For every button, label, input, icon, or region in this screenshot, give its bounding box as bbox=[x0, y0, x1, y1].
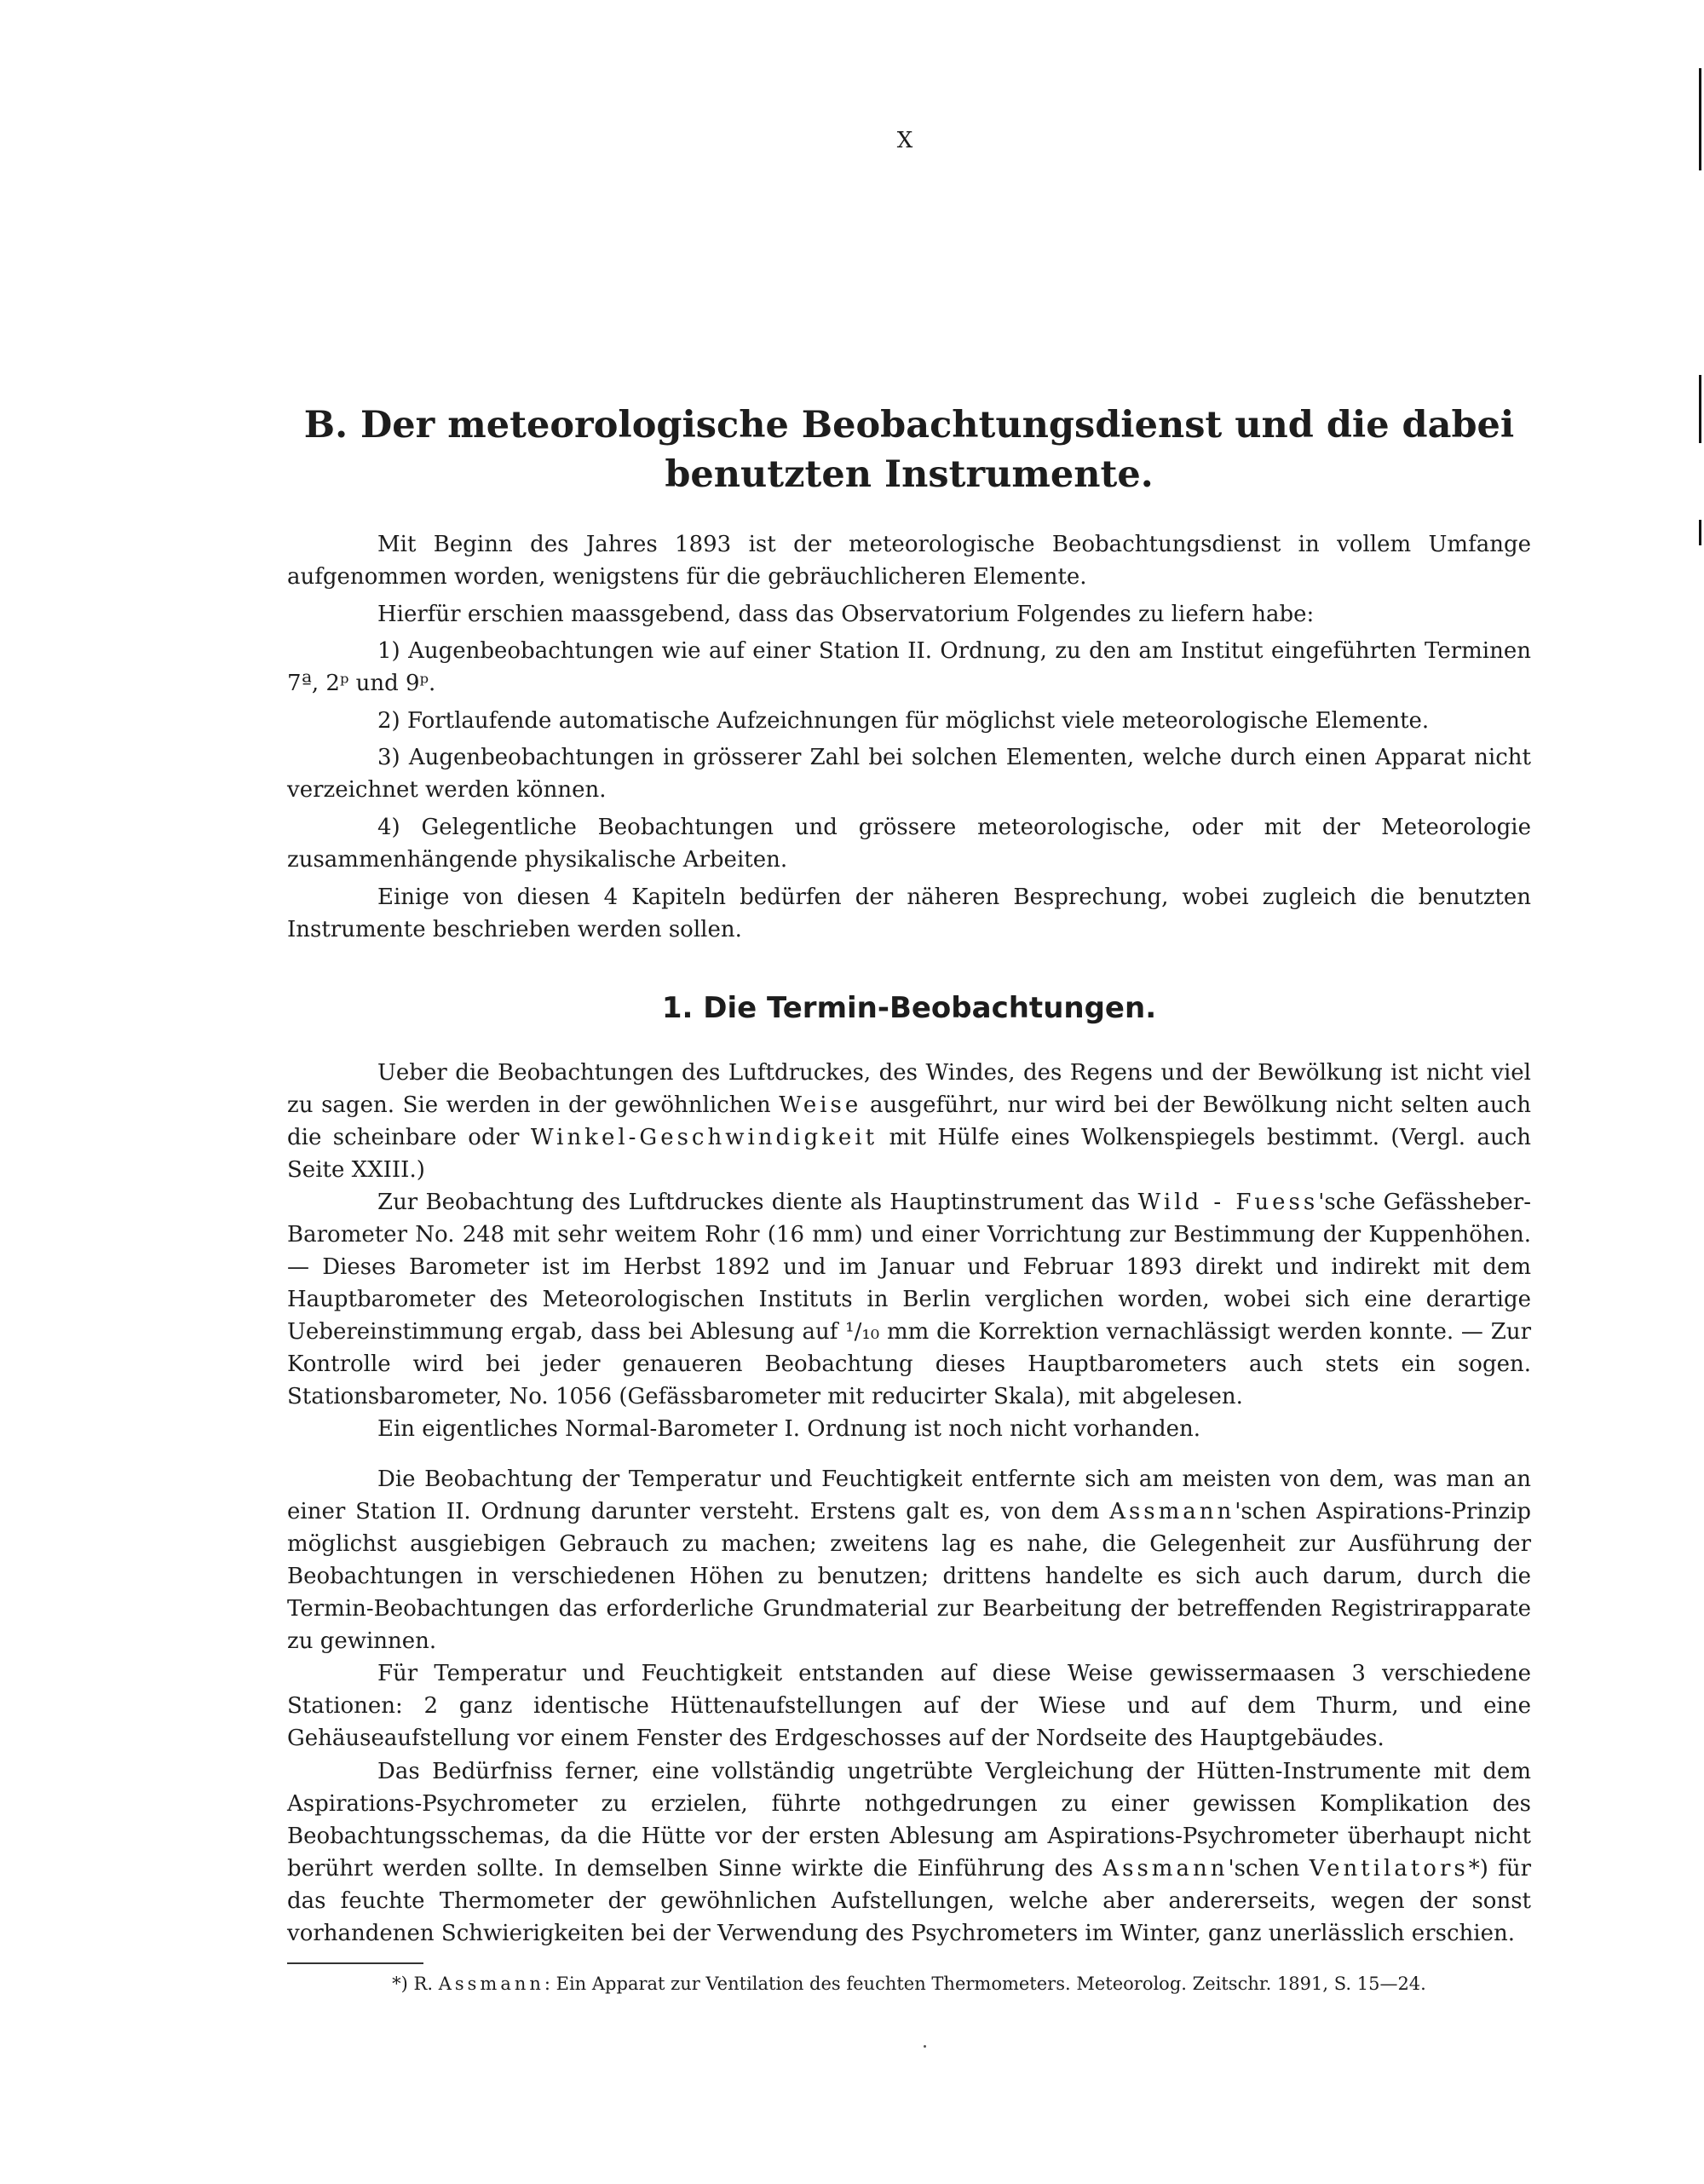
spaced-term: Weise bbox=[779, 1092, 862, 1118]
spaced-term: Assmann bbox=[438, 1974, 544, 1994]
page-number: X bbox=[896, 128, 914, 153]
spaced-term: Assmann bbox=[1109, 1499, 1235, 1524]
spaced-term: Assmann bbox=[1102, 1856, 1229, 1881]
text-run: Das Bedürfniss ferner, eine vollständig ungetrübte Vergleichung der Hütten-Instrumente mit dem Aspirations-Psychrometer zu erzielen, führte nothgedrungen zu einer gewissen Komplikation des Beobachtungsschemas, da die Hütte vor der ersten Ablesung am Aspirations-Psychrometer überhaupt nicht berührt werden sollte. In demselben Sinne wirkte die Einführung des bbox=[287, 1759, 1531, 1881]
list-item-4: 4) Gelegentliche Beobachtungen und grössere meteorologische, oder mit der Meteorologie zusammenhängende physikalische Arbeiten. bbox=[287, 815, 1531, 873]
text-run: : Ein Apparat zur Ventilation des feuchten Thermometers. Meteorolog. Zeitschr. 1891, S. 15—24. bbox=[544, 1974, 1426, 1994]
scan-edge-mark bbox=[1699, 375, 1701, 443]
text-run: Ueber die Beobachtungen des Luftdruckes, des Windes, des Regens und der Bewölkung ist nicht viel zu sagen. Sie werden in der gewöhnlichen bbox=[287, 1060, 1531, 1118]
list-item-3: 3) Augenbeobachtungen in grösserer Zahl bei solchen Elementen, welche durch einen Apparat nicht verzeichnet werden können. bbox=[287, 745, 1531, 803]
paragraph-normal-barometer: Ein eigentliches Normal-Barometer I. Ordnung ist noch nicht vorhanden. bbox=[377, 1416, 1201, 1442]
footnote-divider bbox=[287, 1962, 423, 1964]
text-run: 'schen Aspirations-Prinzip möglichst ausgiebigen Gebrauch zu machen; zweitens lag es nahe, die Gelegenheit zur Ausführung der Beobachtungen in verschiedenen Höhen zu benutzen; drittens handelte es sich auch darum, durch die Termin-Beobachtungen das erforderliche Grundmaterial zur Bearbeitung der betreffenden Registrirapparate zu gewinnen. bbox=[287, 1499, 1531, 1654]
list-item-2: 2) Fortlaufende automatische Aufzeichnungen für möglichst viele meteorologische Elemente. bbox=[377, 708, 1430, 734]
chapter-title-line-1: B. Der meteorologische Beobachtungsdienst und die dabei bbox=[303, 404, 1515, 447]
paragraph-stations: Für Temperatur und Feuchtigkeit entstanden auf diese Weise gewissermaasen 3 verschiedene Stationen: 2 ganz identische Hüttenaufstellungen auf der Wiese und auf dem Thurm, und eine Gehäuseaufstellung vor einem Fenster des Erdgeschosses auf der Nordseite des Hauptgebäudes. bbox=[287, 1661, 1531, 1751]
paragraph-temperature bbox=[287, 1463, 1531, 1657]
scan-edge-mark bbox=[1699, 68, 1701, 170]
paragraph-psychrometer bbox=[287, 1755, 1531, 1950]
scan-speck bbox=[924, 2045, 926, 2048]
section-heading: 1. Die Termin-Beobachtungen. bbox=[661, 991, 1157, 1025]
text-run: Zur Beobachtung des Luftdruckes diente als Hauptinstrument das bbox=[377, 1190, 1138, 1215]
text-run: 'sche Gefässheber-Barometer No. 248 mit sehr weitem Rohr (16 mm) und einer Vorrichtung zur Bestimmung der Kuppenhöhen. — Dieses Barometer ist im Herbst 1892 und im Januar und Februar 1893 direkt und indirekt mit dem Hauptbarometer des Meteorologischen Instituts in Berlin verglichen worden, wobei sich eine derartige Uebereinstimmung ergab, dass bei Ablesung auf ¹/₁₀ mm die Korrektion vernachlässigt werden konnte. — Zur Kontrolle wird bei jeder genaueren Beobachtung dieses Hauptbarometers auch stets ein sogen. Stationsbarometer, No. 1056 (Gefässbarometer mit reducirter Skala), mit abgelesen. bbox=[287, 1190, 1532, 1409]
intro-paragraph: Mit Beginn des Jahres 1893 ist der meteorologische Beobachtungsdienst in vollem Umfange aufgenommen worden, wenigstens für die gebräuchlicheren Elemente. bbox=[287, 532, 1531, 590]
text-run: Die Beobachtung der Temperatur und Feuchtigkeit entfernte sich am meisten von dem, was man an einer Station II. Ordnung darunter versteht. Erstens galt es, von dem bbox=[287, 1467, 1531, 1524]
list-item-1: 1) Augenbeobachtungen wie auf einer Station II. Ordnung, zu den am Institut eingeführten Terminen 7ª, 2ᵖ und 9ᵖ. bbox=[287, 638, 1531, 696]
spaced-term: Ventilators bbox=[1309, 1856, 1469, 1881]
chapter-title bbox=[287, 400, 1531, 499]
scan-edge-mark bbox=[1699, 520, 1701, 545]
intro-paragraph: Einige von diesen 4 Kapiteln bedürfen der näheren Besprechung, wobei zugleich die benutzten Instrumente beschrieben werden sollen. bbox=[287, 885, 1531, 942]
text-run: *) für das feuchte Thermometer der gewöhnlichen Aufstellungen, welche aber andererseits, wegen der sonst vorhandenen Schwierigkeiten bei der Verwendung des Psychrometers im Winter, ganz unerlässlich erschien. bbox=[287, 1856, 1531, 1946]
text-run: *) R. bbox=[392, 1974, 439, 1994]
intro-paragraph: Hierfür erschien maassgebend, dass das Observatorium Folgendes zu liefern habe: bbox=[377, 602, 1315, 627]
text-run: mit Hülfe eines Wolkenspiegels bestimmt. (Vergl. auch Seite XXIII.) bbox=[287, 1125, 1531, 1183]
text-run: ausgeführt, nur wird bei der Bewölkung nicht selten auch die scheinbare oder bbox=[287, 1092, 1531, 1150]
paragraph-barometer bbox=[287, 1186, 1531, 1413]
spaced-term: Winkel-Geschwindigkeit bbox=[530, 1125, 878, 1150]
text-run: 'schen bbox=[1228, 1856, 1310, 1881]
spaced-term: Wild - Fuess bbox=[1137, 1190, 1319, 1215]
chapter-title-line-2: benutzten Instrumente. bbox=[665, 453, 1154, 496]
paragraph-observations bbox=[287, 1057, 1531, 1186]
footnote bbox=[287, 1974, 1531, 1994]
